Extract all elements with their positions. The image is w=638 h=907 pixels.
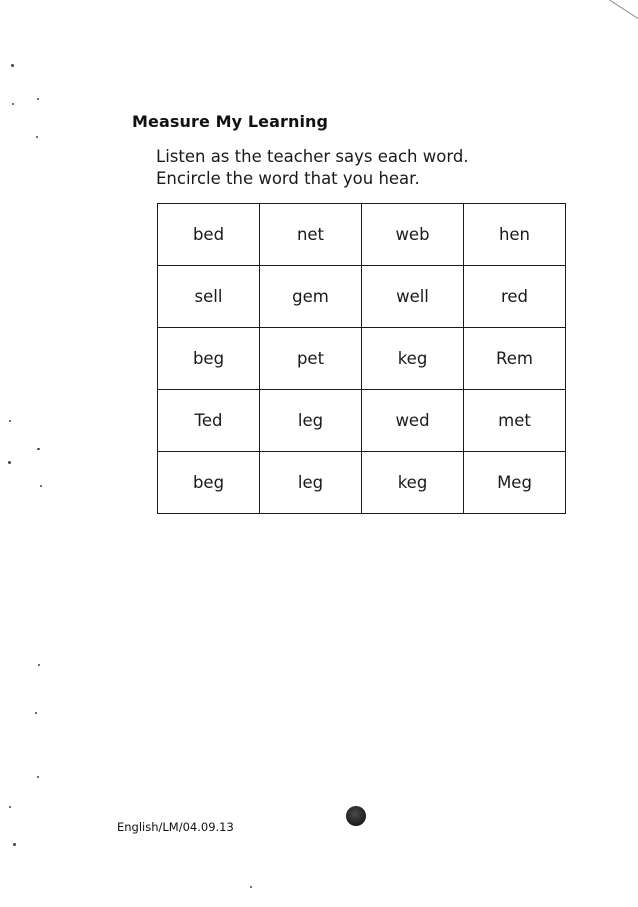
word-cell[interactable]: beg — [158, 328, 260, 390]
scan-speck — [37, 448, 40, 450]
scan-speck — [13, 843, 16, 846]
word-cell[interactable]: leg — [260, 390, 362, 452]
scan-speck — [38, 664, 40, 666]
word-cell[interactable]: beg — [158, 452, 260, 514]
word-cell[interactable]: red — [464, 266, 566, 328]
word-cell[interactable]: wed — [362, 390, 464, 452]
word-cell[interactable]: hen — [464, 204, 566, 266]
grid-row-4 — [158, 390, 566, 452]
word-cell[interactable]: Meg — [464, 452, 566, 514]
grid-row-1 — [158, 204, 566, 266]
word-grid — [157, 203, 566, 514]
scan-speck — [37, 776, 39, 778]
scan-speck — [12, 103, 14, 105]
word-cell[interactable]: sell — [158, 266, 260, 328]
word-cell[interactable]: keg — [362, 328, 464, 390]
scan-edge-mark — [609, 0, 638, 19]
instruction-line-1: Listen as the teacher says each word. — [156, 147, 469, 166]
grid-row-3 — [158, 328, 566, 390]
instructions — [156, 146, 469, 190]
scan-speck — [37, 98, 39, 100]
scan-speck — [8, 461, 11, 464]
footer-code: English/LM/04.09.13 — [117, 820, 234, 834]
word-cell[interactable]: Rem — [464, 328, 566, 390]
word-cell[interactable]: met — [464, 390, 566, 452]
scan-speck — [36, 136, 38, 138]
page-dot-mark — [346, 806, 366, 826]
word-cell[interactable]: web — [362, 204, 464, 266]
word-cell[interactable]: bed — [158, 204, 260, 266]
word-cell[interactable]: net — [260, 204, 362, 266]
word-cell[interactable]: keg — [362, 452, 464, 514]
scan-speck — [9, 420, 11, 422]
word-cell[interactable]: well — [362, 266, 464, 328]
word-cell[interactable]: leg — [260, 452, 362, 514]
word-cell[interactable]: pet — [260, 328, 362, 390]
section-heading: Measure My Learning — [132, 112, 329, 131]
word-cell[interactable]: Ted — [158, 390, 260, 452]
scan-speck — [40, 485, 42, 487]
scan-speck — [35, 712, 37, 714]
scan-speck — [11, 64, 14, 67]
scan-speck — [9, 806, 11, 808]
grid-row-5 — [158, 452, 566, 514]
scan-speck — [250, 886, 252, 888]
grid-row-2 — [158, 266, 566, 328]
instruction-line-2: Encircle the word that you hear. — [156, 169, 420, 188]
word-cell[interactable]: gem — [260, 266, 362, 328]
